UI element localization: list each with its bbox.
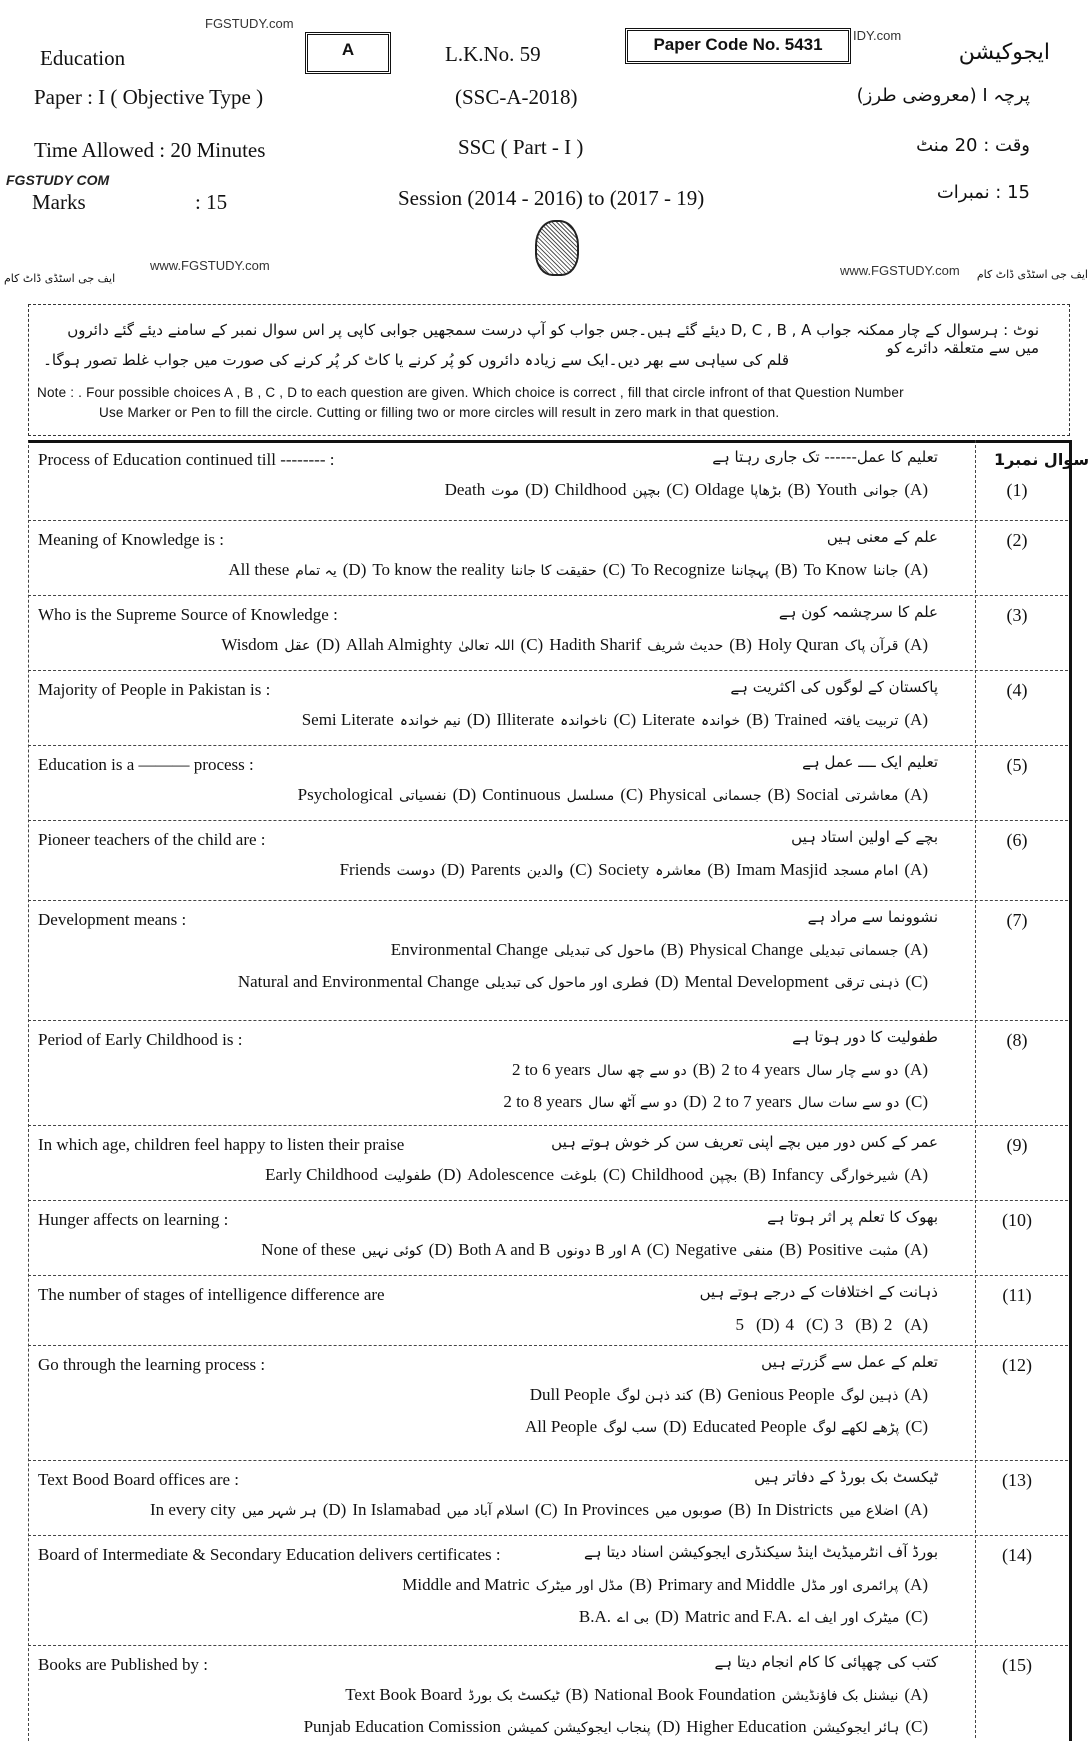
option-text-en: In Districts <box>757 1500 834 1519</box>
option-letter: (C) <box>905 1717 928 1736</box>
question-number: (13) <box>1002 1470 1032 1490</box>
question-text-ur: علم کے معنی ہیں <box>826 528 938 546</box>
option-letter: (C) <box>646 1240 670 1259</box>
option-text-en: Text Book Board <box>345 1685 463 1704</box>
watermark: IDY.com <box>853 28 902 43</box>
instructions-ur-2: قلم کی سیاہی سے بھر دیں۔ایک سے زیادہ دائروں کو پُر کرنے یا کاٹ کر پُر کرنے کی صورت میں جواب غلط تصور ہوگا۔ <box>43 351 789 369</box>
option-letter: (C) <box>905 1092 928 1111</box>
option-letter: (B) <box>707 860 731 879</box>
option-text-ur: جسمانی تبدیلی <box>809 943 899 959</box>
options-line <box>506 1060 928 1080</box>
option-letter: (D) <box>525 480 549 499</box>
question-text-ur: تعلیم ایک ــــ عمل ہے <box>802 753 938 771</box>
question-row <box>28 820 1068 901</box>
option-text-en: Genious People <box>727 1385 835 1404</box>
option-text-ur: بڑھاپا <box>750 483 782 499</box>
option-text-ur: قرآن پاک <box>844 638 899 654</box>
option-text-ur: اضلاع میں <box>839 1503 899 1519</box>
options-line <box>334 860 928 880</box>
option-text-ur: پہچاننا <box>731 563 769 579</box>
option-letter: (B) <box>728 1500 752 1519</box>
option-text-ur: ذہین لوگ <box>840 1388 899 1404</box>
question-text-ur: بورڈ آف انٹرمیڈیٹ اینڈ سیکنڈری ایجوکیشن اسناد دیتا ہے <box>584 1543 938 1561</box>
option-text-ur: منفی <box>742 1243 774 1259</box>
option-text-en: In Provinces <box>563 1500 649 1519</box>
option-letter: (A) <box>904 1500 928 1519</box>
question-row <box>28 900 1068 1021</box>
option-text-ur: ناخواندہ <box>560 713 608 729</box>
option-letter: (B) <box>698 1385 722 1404</box>
question-row <box>28 520 1068 596</box>
options-line <box>292 785 928 805</box>
option-text-ur: جوانی <box>863 483 899 499</box>
question-text-ur: ذہانت کے اختلافات کے درجے ہوتے ہیں <box>699 1283 938 1301</box>
question-row <box>28 1645 1068 1738</box>
option-text-en: Friends <box>339 860 391 879</box>
option-text-ur: اسلام آباد میں <box>446 1503 529 1519</box>
option-text-en: 2 to 7 years <box>712 1092 792 1111</box>
option-letter: (A) <box>904 1060 928 1079</box>
paper-type-en: Paper : I ( Objective Type ) <box>34 85 264 109</box>
options-line <box>232 972 928 992</box>
question-text-ur: علم کا سرچشمہ کون ہے <box>778 603 938 621</box>
option-text-ur: ٹیکسٹ بک بورڈ <box>468 1688 560 1704</box>
option-text-en: Continuous <box>482 785 561 804</box>
option-text-en: All these <box>228 560 290 579</box>
option-text-en: All People <box>524 1417 598 1436</box>
paper-group-box: A <box>305 32 391 74</box>
option-text-ur: دو سے آٹھ سال <box>588 1095 678 1111</box>
question-text-en: Meaning of Knowledge is : <box>38 530 225 549</box>
question-text-ur: طفولیت کا دور ہوتا ہے <box>792 1028 938 1046</box>
option-text-en: Early Childhood <box>265 1165 378 1184</box>
option-letter: (A) <box>904 1315 928 1334</box>
marks-ur: 15 : نمبرات <box>936 182 1030 203</box>
exam-code: (SSC-A-2018) <box>455 85 578 109</box>
paper-code-box: Paper Code No. 5431 <box>625 28 851 64</box>
option-text-en: Infancy <box>771 1165 824 1184</box>
option-text-en: B.A. <box>578 1607 612 1626</box>
option-letter: (D) <box>316 635 340 654</box>
question-number: (14) <box>1002 1545 1032 1565</box>
option-letter: (D) <box>663 1417 687 1436</box>
option-text-en: Death <box>444 480 486 499</box>
option-letter: (C) <box>905 1607 928 1626</box>
option-text-en: In Islamabad <box>352 1500 441 1519</box>
question-text-en: Board of Intermediate & Secondary Education delivers certificates : <box>38 1545 501 1564</box>
option-text-ur: کوئی نہیں <box>361 1243 423 1259</box>
session: Session (2014 - 2016) to (2017 - 19) <box>398 186 705 210</box>
option-text-ur: سب لوگ <box>603 1420 658 1436</box>
options-line <box>524 1385 928 1405</box>
question-row <box>28 440 1068 521</box>
question-row <box>28 1460 1068 1536</box>
option-letter: (D) <box>655 1607 679 1626</box>
question-number: (8) <box>1006 1030 1028 1050</box>
question-text-ur: ٹیکسٹ بک بورڈ کے دفاتر ہیں <box>754 1468 938 1486</box>
option-text-en: Childhood <box>554 480 627 499</box>
option-text-en: 2 to 8 years <box>503 1092 583 1111</box>
options-line <box>298 1717 928 1737</box>
question-text-en: Text Bood Board offices are : <box>38 1470 240 1489</box>
instructions-ur-1: نوٹ : ہرسوال کے چار ممکنہ جواب D, C , B , A دیئے گئے ہیں۔جس جواب کو آپ درست سمجھیں جوابی کاپی پر اس سوال نمبر کے سامنے دیئے گئے دائروں میں سے متعلقہ دائرے کو <box>67 321 1039 357</box>
option-text-en: In every city <box>149 1500 236 1519</box>
options-line <box>339 1685 928 1705</box>
option-letter: (C) <box>602 560 626 579</box>
option-text-en: Parents <box>470 860 521 879</box>
option-text-en: Wisdom <box>221 635 279 654</box>
question-text-ur: عمر کے کس دور میں بچے اپنی تعریف سن کر خوش ہوتے ہیں <box>551 1133 938 1151</box>
instructions-en-1: Note : . Four possible choices A , B , C , D to each question are given. Which choice is correct , fill that circle infront of that Question Number <box>37 385 904 400</box>
question-number: (4) <box>1006 680 1028 700</box>
option-text-en: 2 to 4 years <box>721 1060 801 1079</box>
option-text-ur: فطری اور ماحول کی تبدیلی <box>485 975 649 991</box>
option-letter: (B) <box>774 560 798 579</box>
option-text-en: Primary and Middle <box>657 1575 795 1594</box>
question-row <box>28 1535 1068 1646</box>
option-text-ur: دو سے چار سال <box>806 1063 899 1079</box>
option-letter: (B) <box>692 1060 716 1079</box>
question-row <box>28 745 1068 821</box>
option-text-ur: دو سے سات سال <box>797 1095 900 1111</box>
option-text-en: To Know <box>803 560 868 579</box>
option-text-en: Environmental Change <box>390 940 548 959</box>
option-letter: (C) <box>534 1500 558 1519</box>
option-text-ur: موت <box>491 483 520 499</box>
question-number: (15) <box>1002 1655 1032 1675</box>
question-row <box>28 1275 1068 1346</box>
instructions-box <box>28 304 1070 436</box>
question-row <box>28 670 1068 746</box>
option-letter: (C) <box>905 1417 928 1436</box>
option-letter: (C) <box>806 1315 829 1334</box>
option-text-ur: حدیث شریف <box>647 638 724 654</box>
marks-label: Marks <box>32 190 86 214</box>
option-letter: (A) <box>904 480 928 499</box>
options-line <box>519 1417 928 1437</box>
question-text-ur: بچے کے اولین استاد ہیں <box>791 828 938 846</box>
option-text-en: Negative <box>675 1240 737 1259</box>
option-text-ur: بی اے <box>617 1610 650 1626</box>
option-letter: (B) <box>855 1315 878 1334</box>
subject-en: Education <box>40 46 126 70</box>
option-text-ur: نفسیاتی <box>399 788 447 804</box>
question-text-en: Who is the Supreme Source of Knowledge : <box>38 605 338 624</box>
option-text-en: Physical <box>648 785 707 804</box>
option-text-ur: یہ تمام <box>295 563 337 579</box>
question-number: (1) <box>1006 480 1028 500</box>
option-text-ur: والدین <box>526 863 564 879</box>
option-text-en: Social <box>796 785 839 804</box>
question-row <box>28 1200 1068 1276</box>
option-letter: (A) <box>904 1240 928 1259</box>
option-text-en: Hadith Sharif <box>549 635 642 654</box>
option-text-ur: مڈل اور میٹرک <box>535 1578 624 1594</box>
question-number: (7) <box>1006 910 1028 930</box>
option-text-ur: معاشرتی <box>844 788 899 804</box>
question-text-en: Development means : <box>38 910 187 929</box>
option-text-ur: پنجاب ایجوکیشن کمیشن <box>506 1720 651 1736</box>
option-text-ur: حقیقت کا جاننا <box>510 563 597 579</box>
question-number: (5) <box>1006 755 1028 775</box>
option-text-ur: جسمانی <box>712 788 762 804</box>
question-header-ur: سوال نمبر1 <box>994 450 1090 469</box>
option-letter: (C) <box>569 860 593 879</box>
option-text-en: Educated People <box>692 1417 807 1436</box>
question-text-en: In which age, children feel happy to listen their praise <box>38 1135 405 1154</box>
option-text-en: To Recognize <box>631 560 726 579</box>
options-line <box>222 560 928 580</box>
option-text-en: Matric and F.A. <box>684 1607 792 1626</box>
option-text-ur: صوبوں میں <box>654 1503 723 1519</box>
option-text-en: Psychological <box>297 785 394 804</box>
option-text-ur: تربیت یافتہ <box>833 713 899 729</box>
option-text-en: Youth <box>816 480 858 499</box>
question-row <box>28 1020 1068 1126</box>
option-letter: (C) <box>613 710 637 729</box>
question-text-ur: پاکستان کے لوگوں کی اکثریت ہے <box>730 678 938 696</box>
option-text-ur: بچپن <box>632 483 661 499</box>
lk-number: L.K.No. 59 <box>445 42 541 66</box>
option-text-en: Physical Change <box>689 940 804 959</box>
option-letter: (D) <box>466 710 491 729</box>
option-text-ur: خواندہ <box>700 713 741 729</box>
options-line <box>439 480 928 500</box>
paper-type-ur: پرچہ I (معروضی طرز) <box>856 85 1030 106</box>
option-text-ur: اللہ تعالیٰ <box>458 638 515 654</box>
option-text-en: To know the reality <box>372 560 505 579</box>
time-allowed-ur: وقت : 20 منٹ <box>916 135 1030 156</box>
option-text-en: Society <box>598 860 650 879</box>
question-number: (6) <box>1006 830 1028 850</box>
subject-ur: ایجوکیشن <box>958 40 1050 65</box>
question-number: (12) <box>1002 1355 1032 1375</box>
question-text-en: Pioneer teachers of the child are : <box>38 830 266 849</box>
option-text-en: Positive <box>807 1240 863 1259</box>
option-text-en: Trained <box>774 710 828 729</box>
options-line <box>573 1607 928 1627</box>
watermark: www.FGSTUDY.com <box>150 258 270 273</box>
option-text-en: Childhood <box>631 1165 704 1184</box>
option-letter: (A) <box>904 940 928 959</box>
watermark: www.FGSTUDY.com <box>840 263 960 278</box>
board-emblem-icon <box>535 220 579 276</box>
option-text-ur: نیشنل بک فاؤنڈیشن <box>781 1688 899 1704</box>
question-text-en: Hunger affects on learning : <box>38 1210 229 1229</box>
question-text-en: The number of stages of intelligence difference are <box>38 1285 385 1304</box>
options-line <box>497 1092 928 1112</box>
option-text-en: Middle and Matric <box>402 1575 530 1594</box>
option-letter: (B) <box>767 785 791 804</box>
option-text-en: Oldage <box>695 480 745 499</box>
option-letter: (A) <box>904 860 928 879</box>
option-letter: (D) <box>342 560 367 579</box>
option-text-ur: امام مسجد <box>833 863 899 879</box>
option-letter: (A) <box>904 560 928 579</box>
option-letter: (D) <box>452 785 477 804</box>
option-text-en: 4 <box>785 1315 795 1334</box>
option-text-en: National Book Foundation <box>594 1685 776 1704</box>
option-letter: (A) <box>904 710 928 729</box>
question-text-en: Process of Education continued till -------- : <box>38 450 335 469</box>
option-letter: (B) <box>743 1165 766 1184</box>
option-text-en: Allah Almighty <box>346 635 453 654</box>
option-text-ur: مسلسل <box>566 788 615 804</box>
question-text-ur: تعلیم کا عمل------ تک جاری رہتا ہے <box>712 448 938 466</box>
option-letter: (D) <box>755 1315 780 1334</box>
option-text-en: Mental Development <box>684 972 829 991</box>
option-letter: (C) <box>620 785 643 804</box>
option-text-en: Imam Masjid <box>736 860 828 879</box>
option-text-ur: معاشرہ <box>655 863 702 879</box>
option-text-ur: کند ذہن لوگ <box>616 1388 693 1404</box>
question-number: (10) <box>1002 1210 1032 1230</box>
option-letter: (C) <box>602 1165 626 1184</box>
option-text-en: Adolescence <box>467 1165 555 1184</box>
option-letter: (C) <box>666 480 690 499</box>
option-text-ur: ہر شہر میں <box>241 1503 317 1519</box>
option-text-en: 3 <box>834 1315 844 1334</box>
option-letter: (B) <box>729 635 752 654</box>
option-text-en: Both A and B <box>458 1240 551 1259</box>
option-text-ur: نیم خواندہ <box>399 713 461 729</box>
option-text-ur: ہائر ایجوکیشن <box>812 1720 900 1736</box>
option-letter: (D) <box>656 1717 681 1736</box>
option-letter: (B) <box>779 1240 802 1259</box>
option-letter: (D) <box>441 860 465 879</box>
question-row <box>28 1345 1068 1461</box>
option-text-en: Literate <box>642 710 695 729</box>
options-line <box>215 635 928 655</box>
question-text-ur: بھوک کا تعلم پر اثر ہوتا ہے <box>767 1208 938 1226</box>
option-letter: (B) <box>629 1575 652 1594</box>
option-letter: (B) <box>787 480 811 499</box>
watermark: FGSTUDY.com <box>205 16 294 31</box>
option-text-en: Dull People <box>529 1385 611 1404</box>
option-text-ur: بلوغت <box>560 1168 597 1184</box>
option-letter: (D) <box>428 1240 453 1259</box>
option-text-en: Natural and Environmental Change <box>237 972 480 991</box>
option-text-ur: دوست <box>396 863 436 879</box>
option-text-ur: ماحول کی تبدیلی <box>553 943 655 959</box>
option-text-ur: بچپن <box>709 1168 738 1184</box>
option-text-ur: طفولیت <box>383 1168 432 1184</box>
option-text-ur: عقل <box>284 638 311 654</box>
options-line <box>296 710 928 730</box>
instructions-en-2: Use Marker or Pen to fill the circle. Cutting or filling two or more circles will result in zero mark in that question. <box>99 405 780 420</box>
option-letter: (D) <box>683 1092 707 1111</box>
question-text-ur: نشوونما سے مراد ہے <box>807 908 938 926</box>
option-letter: (A) <box>904 785 928 804</box>
option-text-ur: میٹرک اور ایف اے <box>797 1610 900 1626</box>
option-text-ur: پڑھے لکھے لوگ <box>812 1420 900 1436</box>
watermark: FGSTUDY COM <box>6 172 110 188</box>
watermark-ur: ایف جی اسٹڈی ڈاٹ کام <box>976 268 1088 281</box>
option-letter: (A) <box>904 1165 928 1184</box>
question-text-en: Majority of People in Pakistan is : <box>38 680 271 699</box>
option-letter: (D) <box>322 1500 347 1519</box>
option-text-en: Illiterate <box>496 710 555 729</box>
options-line <box>385 940 928 960</box>
question-row <box>28 595 1068 671</box>
option-text-en: Semi Literate <box>301 710 394 729</box>
question-row <box>28 1125 1068 1201</box>
question-number: (3) <box>1006 605 1028 625</box>
question-text-en: Books are Published by : <box>38 1655 208 1674</box>
option-text-ur: جاننا <box>873 563 899 579</box>
options-line <box>255 1240 928 1260</box>
question-number: (9) <box>1006 1135 1028 1155</box>
option-text-ur: مثبت <box>868 1243 899 1259</box>
option-letter: (A) <box>904 635 928 654</box>
question-text-en: Go through the learning process : <box>38 1355 266 1374</box>
question-text-ur: تعلم کے عمل سے گزرتے ہیں <box>761 1353 938 1371</box>
option-text-en: 5 <box>735 1315 744 1334</box>
watermark-ur: ایف جی اسٹڈی ڈاٹ کام <box>4 272 116 285</box>
option-letter: (D) <box>437 1165 462 1184</box>
marks-value: : 15 <box>195 190 228 214</box>
options-line <box>396 1575 928 1595</box>
options-line <box>259 1165 928 1185</box>
time-allowed-en: Time Allowed : 20 Minutes <box>34 138 266 162</box>
option-letter: (C) <box>905 972 928 991</box>
option-letter: (A) <box>904 1385 928 1404</box>
option-letter: (D) <box>654 972 679 991</box>
question-text-en: Period of Early Childhood is : <box>38 1030 243 1049</box>
options-line <box>144 1500 928 1520</box>
option-letter: (A) <box>904 1575 928 1594</box>
option-text-ur: پرائمری اور مڈل <box>800 1578 899 1594</box>
option-text-ur: شیرخوارگی <box>829 1168 899 1184</box>
option-letter: (A) <box>904 1685 928 1704</box>
ssc-part: SSC ( Part - I ) <box>458 135 584 159</box>
question-text-ur: کتب کی چھپائی کا کام انجام دیتا ہے <box>714 1653 938 1671</box>
option-text-ur: دو سے چھ سال <box>596 1063 687 1079</box>
question-number: (2) <box>1006 530 1028 550</box>
option-text-en: 2 to 6 years <box>511 1060 591 1079</box>
option-text-en: Higher Education <box>686 1717 807 1736</box>
options-line <box>729 1315 928 1335</box>
option-letter: (B) <box>565 1685 589 1704</box>
option-text-en: 2 <box>883 1315 893 1334</box>
option-text-en: Punjab Education Comission <box>303 1717 501 1736</box>
option-letter: (C) <box>520 635 544 654</box>
option-text-ur: A اور B دونوں <box>556 1243 641 1259</box>
option-text-en: Holy Quran <box>757 635 839 654</box>
option-text-ur: ذہنی ترقی <box>834 975 900 991</box>
option-text-en: None of these <box>261 1240 356 1259</box>
option-letter: (B) <box>660 940 684 959</box>
question-number: (11) <box>1002 1285 1032 1305</box>
question-text-en: Education is a ——— process : <box>38 755 254 774</box>
option-letter: (B) <box>746 710 769 729</box>
